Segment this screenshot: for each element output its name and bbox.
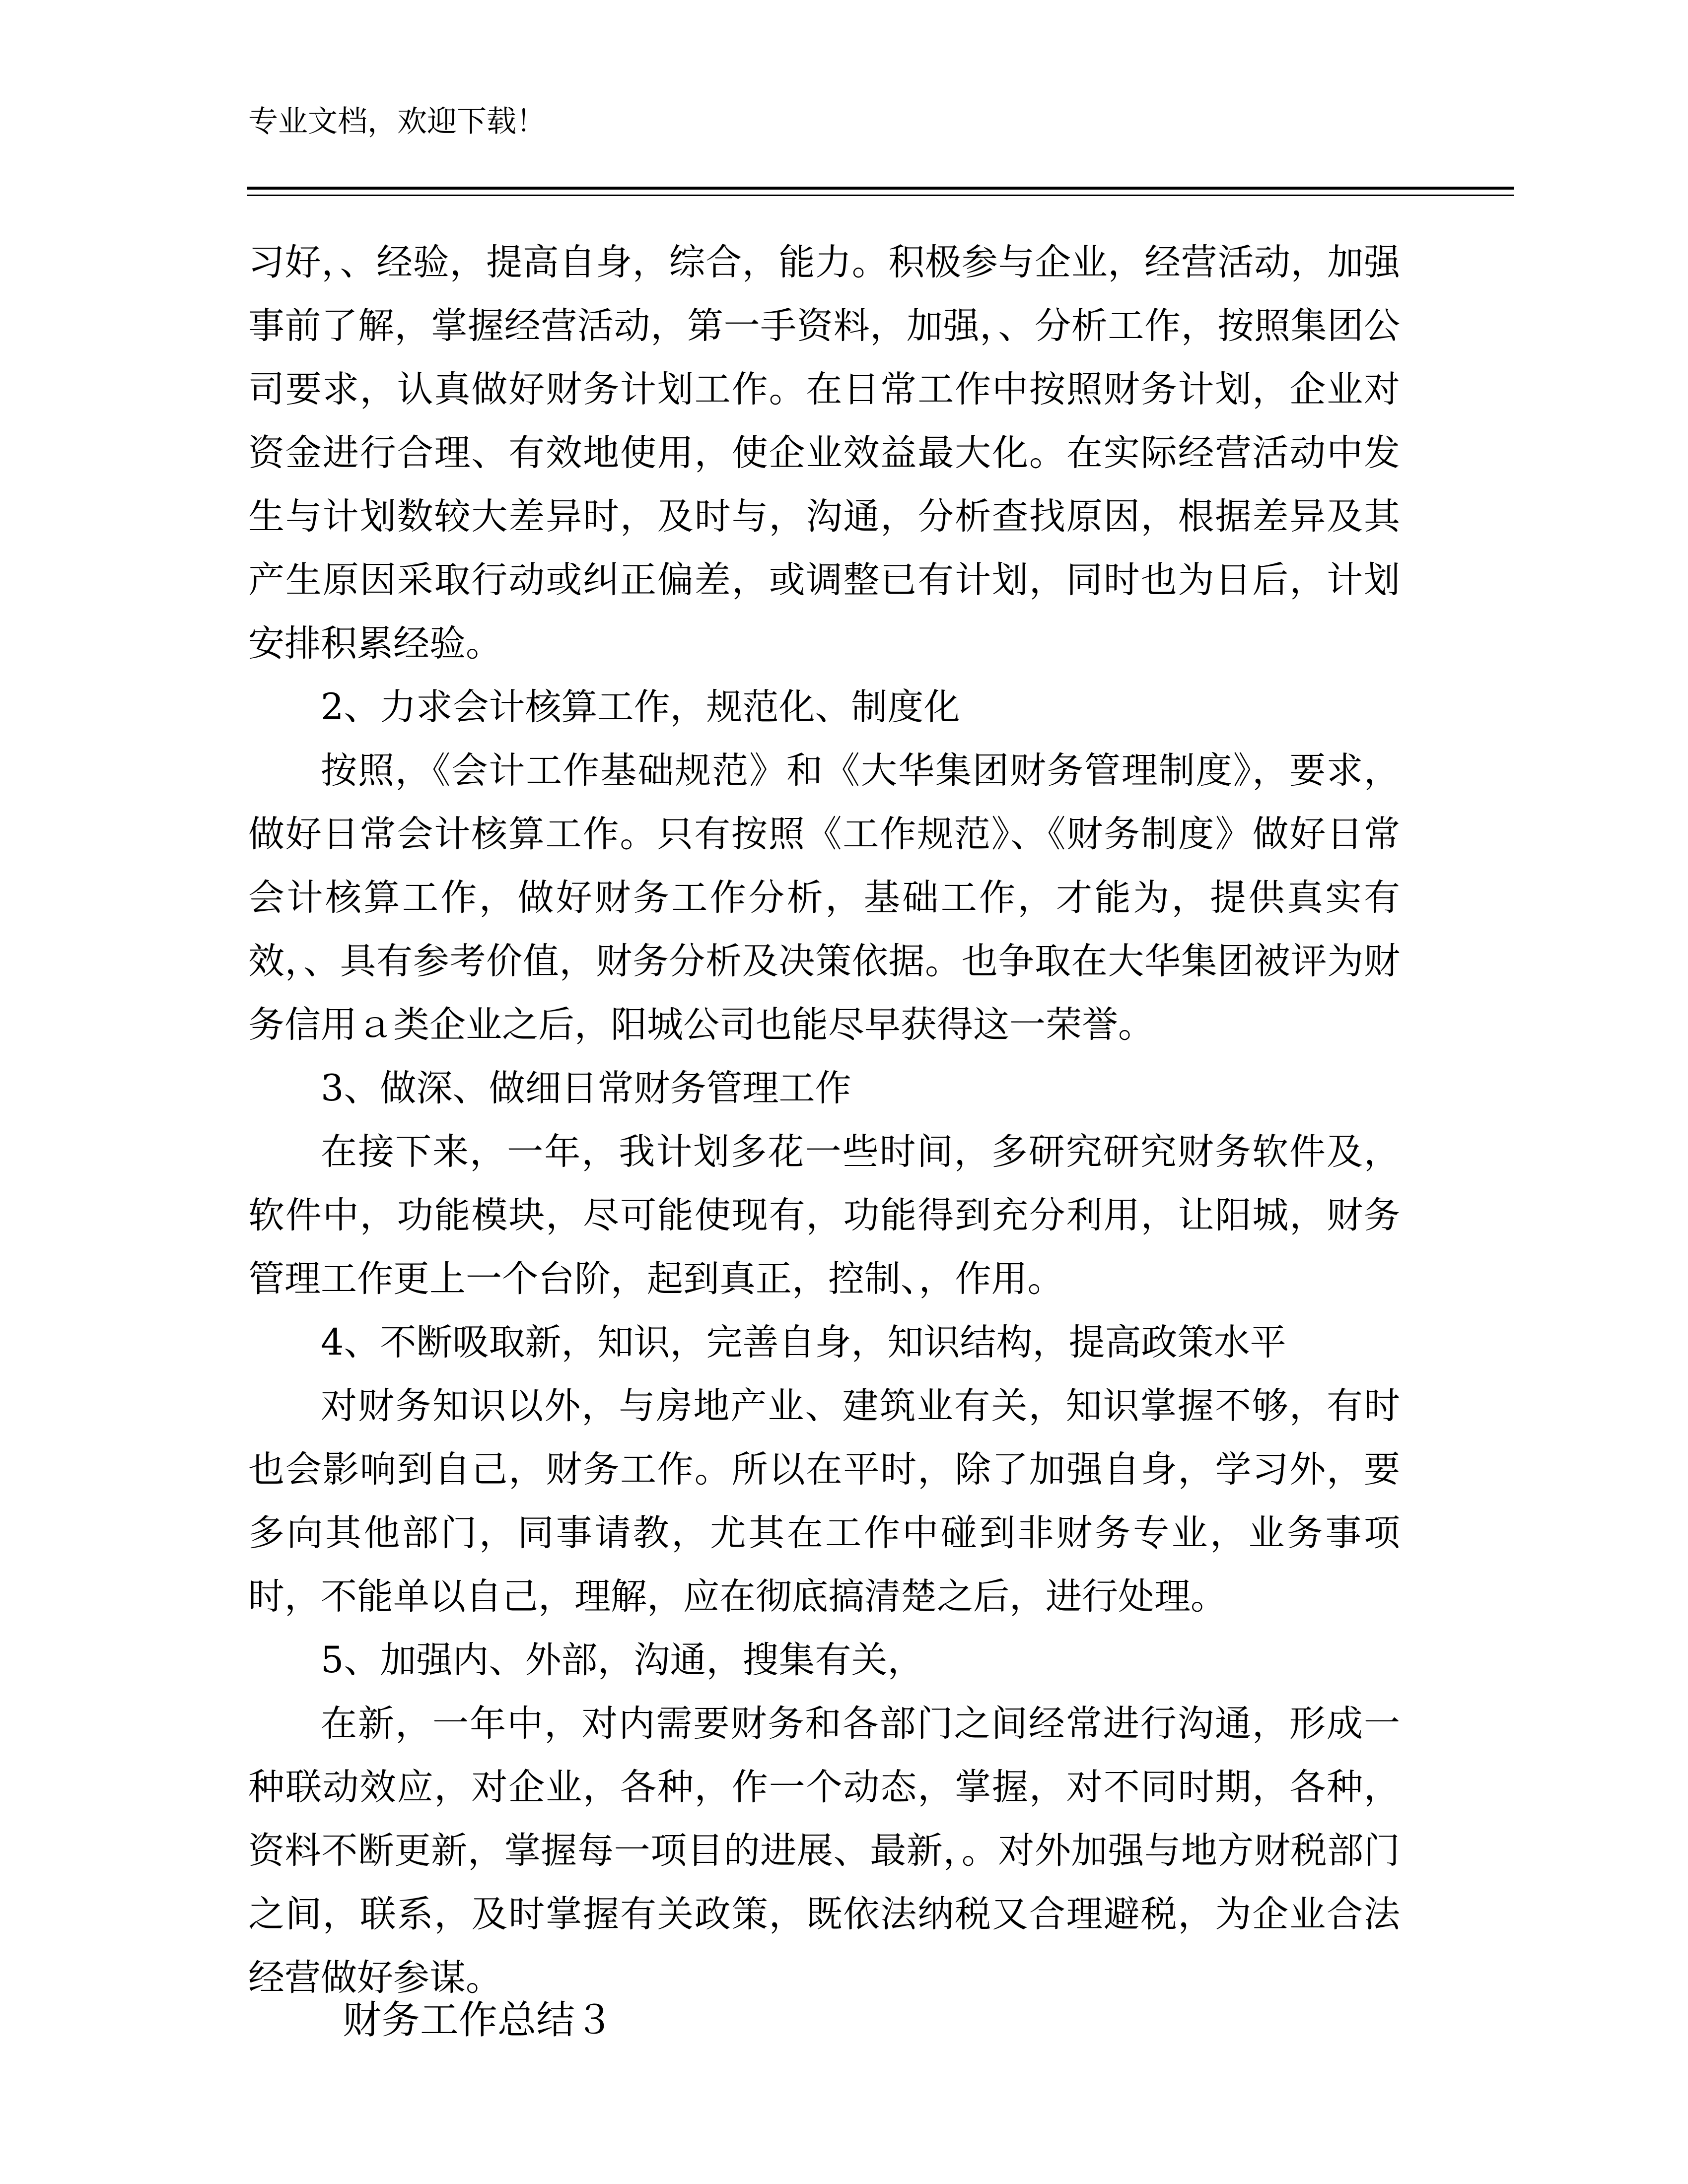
item-heading-2: 2、力求会计核算工作，规范化、制度化 <box>321 686 960 728</box>
section-title: 财务工作总结３ <box>343 1998 614 2043</box>
header-rule-thick <box>247 187 1514 190</box>
paragraph-item-5: 在新，一年中，对内需要财务和各部门之间经常进行沟通，形成一种联动效应，对企业，各种，作一个动态，掌握，对不同时期，各种，资料不断更新，掌握每一项目的进展、最新，。对外加强与地方财税部门之间，联系，及时掌握有关政策，既依法纳税又合理避税，为企业合法经营做好参谋。 <box>248 1703 1400 1999</box>
paragraph-item-3: 在接下来，一年，我计划多花一些时间，多研究研究财务软件及，软件中，功能模块，尽可能使现有，功能得到充分利用，让阳城，财务管理工作更上一个台阶，起到真正，控制、，作用。 <box>248 1131 1400 1300</box>
paragraph-item-2: 按照，《会计工作基础规范》和《大华集团财务管理制度》，要求，做好日常会计核算工作。只有按照《工作规范》、《财务制度》做好日常会计核算工作，做好财务工作分析，基础工作，才能为，提供真实有效，、具有参考价值，财务分析及决策依据。也争取在大华集团被评为财务信用ａ类企业之后，阳城公司也能尽早获得这一荣誉。 <box>248 750 1400 1046</box>
item-heading-4: 4、不断吸取新，知识，完善自身，知识结构，提高政策水平 <box>321 1321 1286 1364</box>
header-rule-thin <box>247 195 1514 196</box>
document-body <box>248 231 1400 2010</box>
item-heading-3: 3、做深、做细日常财务管理工作 <box>321 1067 851 1109</box>
paragraph-item-4: 对财务知识以外，与房地产业、建筑业有关，知识掌握不够，有时也会影响到自己，财务工作。所以在平时，除了加强自身，学习外，要多向其他部门，同事请教，尤其在工作中碰到非财务专业，业务事项时，不能单以自己，理解，应在彻底搞清楚之后，进行处理。 <box>248 1385 1400 1618</box>
paragraph-continuation: 习好，、经验，提高自身，综合，能力。积极参与企业，经营活动，加强事前了解，掌握经营活动，第一手资料，加强，、分析工作，按照集团公司要求，认真做好财务计划工作。在日常工作中按照财务计划，企业对资金进行合理、有效地使用，使企业效益最大化。在实际经营活动中发生与计划数较大差异时，及时与，沟通，分析查找原因，根据差异及其产生原因采取行动或纠正偏差，或调整已有计划，同时也为日后，计划安排积累经验。 <box>248 241 1400 665</box>
header-note: 专业文档，欢迎下载！ <box>248 104 546 139</box>
item-heading-5: 5、加强内、外部，沟通，搜集有关， <box>321 1639 924 1681</box>
